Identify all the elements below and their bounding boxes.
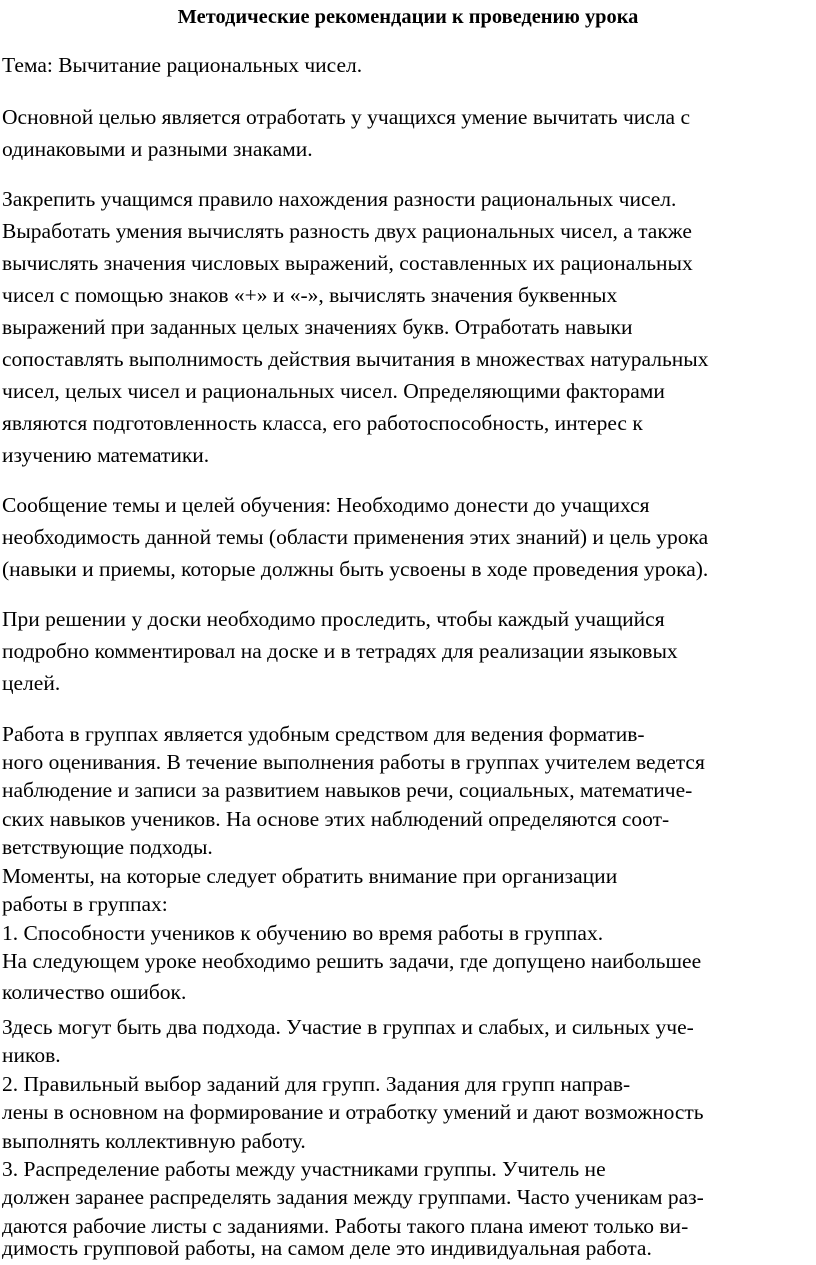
paragraph-line: выражений при заданных целых значениях букв. Отработать навыки	[2, 315, 633, 339]
paragraph-line: ников.	[2, 1043, 61, 1067]
paragraph-line: 2. Правильный выбор заданий для групп. Задания для групп направ-	[2, 1072, 631, 1096]
paragraph-line: Закрепить учащимся правило нахождения разности рациональных чисел.	[2, 187, 677, 211]
paragraph-line: При решении у доски необходимо проследить, чтобы каждый учащийся	[2, 607, 665, 631]
paragraph-line: целей.	[2, 671, 61, 695]
paragraph-line: сопоставлять выполнимость действия вычитания в множествах натуральных	[2, 347, 709, 371]
paragraph-line: димость групповой работы, на самом деле это индивидуальная работа.	[2, 1236, 652, 1260]
paragraph-line: ских навыков учеников. На основе этих наблюдений определяются соот-	[2, 807, 670, 831]
paragraph-line: ветствующие подходы.	[2, 835, 213, 859]
paragraph-line: наблюдение и записи за развитием навыков речи, социальных, математиче-	[2, 778, 693, 802]
paragraph-line: На следующем уроке необходимо решить задачи, где допущено наибольшее	[2, 949, 702, 973]
paragraph-line: Основной целью является отработать у учащихся умение вычитать числа с	[2, 105, 691, 129]
paragraph-line: количество ошибок.	[2, 980, 187, 1004]
paragraph-line: вычислять значения числовых выражений, составленных их рациональных	[2, 251, 693, 275]
paragraph-line: изучению математики.	[2, 443, 210, 467]
document-title: Методические рекомендации к проведению урока	[177, 6, 639, 28]
paragraph-line: являются подготовленность класса, его работоспособность, интерес к	[2, 411, 643, 435]
paragraph-line: подробно комментировал на доске и в тетрадях для реализации языковых	[2, 639, 678, 663]
paragraph-line: 1. Способности учеников к обучению во время работы в группах.	[2, 921, 604, 945]
paragraph-line: Моменты, на которые следует обратить внимание при организации	[2, 864, 618, 888]
paragraph-line: Тема: Вычитание рациональных чисел.	[2, 53, 363, 77]
paragraph-line: ного оценивания. В течение выполнения работы в группах учителем ведется	[2, 750, 705, 774]
paragraph-line: даются рабочие листы с заданиями. Работы такого плана имеют только ви-	[2, 1214, 689, 1238]
paragraph-line: должен заранее распределять задания между группами. Часто ученикам раз-	[2, 1185, 704, 1209]
paragraph-line: 3. Распределение работы между участниками группы. Учитель не	[2, 1157, 606, 1181]
paragraph-line: работы в группах:	[2, 892, 168, 916]
paragraph-line: чисел с помощью знаков «+» и «-», вычислять значения буквенных	[2, 283, 618, 307]
paragraph-line: чисел, целых чисел и рациональных чисел. Определяющими факторами	[2, 379, 665, 403]
paragraph-line: (навыки и приемы, которые должны быть усвоены в ходе проведения урока).	[2, 557, 709, 581]
paragraph-line: Работа в группах является удобным средством для ведения форматив-	[2, 722, 645, 746]
paragraph-line: Здесь могут быть два подхода. Участие в группах и слабых, и сильных уче-	[2, 1015, 694, 1039]
paragraph-line: Выработать умения вычислять разность двух рациональных чисел, а также	[2, 219, 692, 243]
paragraph-line: Сообщение темы и целей обучения: Необходимо донести до учащихся	[2, 493, 650, 517]
paragraph-line: одинаковыми и разными знаками.	[2, 137, 313, 161]
paragraph-line: выполнять коллективную работу.	[2, 1129, 306, 1153]
paragraph-line: лены в основном на формирование и отработку умений и дают возможность	[2, 1100, 704, 1124]
paragraph-line: необходимость данной темы (области применения этих знаний) и цель урока	[2, 525, 709, 549]
